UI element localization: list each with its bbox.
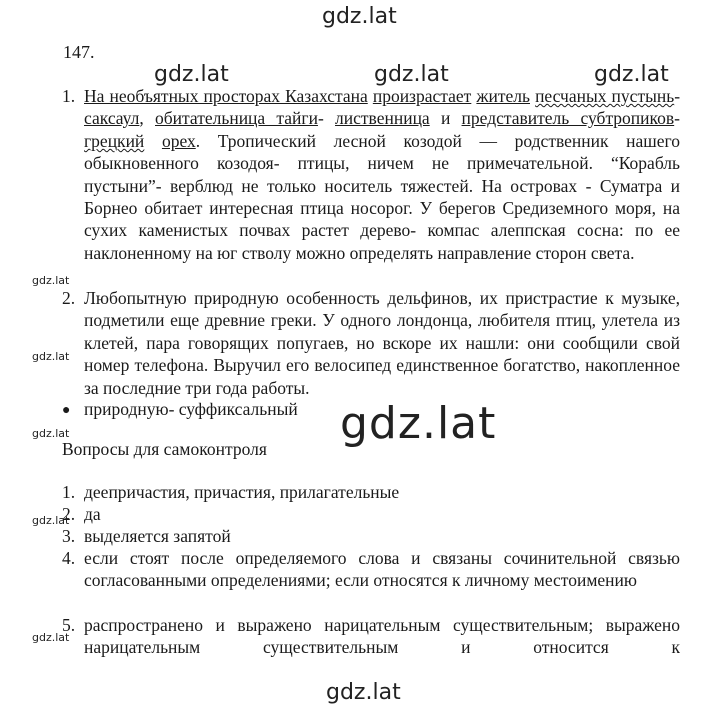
attribute-word: грецкий: [84, 130, 145, 151]
bullet-text: природную- суффиксальный: [84, 399, 298, 419]
watermark-side-1: gdz.lat: [32, 274, 70, 287]
watermark-row-right: gdz.lat: [594, 62, 669, 87]
modifier-phrase-1: песчаных пустынь: [535, 86, 675, 106]
answer-3: выделяется запятой: [84, 526, 231, 546]
paragraph-1-rest: . Тропический лесной козодой — родственник нашего обыкновенного козодоя- птицы, ничем не примечательной. “Корабль пустыни”- верблюд не только носитель тяжестей. На островах - Суматра и Борнео обитает интересная птица носорог. У берегов Средиземного моря, на сухих каменистых почвах растет дерево- компас алеппская сосна: по ее наклоненному на юг стволу можно определять направление сторон света.: [84, 130, 681, 263]
answer-number-4: 4.: [62, 548, 76, 568]
watermark-side-5: gdz.lat: [32, 631, 70, 644]
answer-1: деепричастия, причастия, прилагательные: [84, 482, 400, 502]
predicate-word: произрастает: [372, 86, 472, 106]
paragraph-1: На необъятных просторах Казахстана произрастает житель песчаных пустынь- саксаул, обитательница тайги- лиственница и представитель субтропиков- грецкий орех. Тропический лесной козодой — родственник нашего обыкновенного козодоя- птицы, ничем не примечательной. “Корабль пустыни”- верблюд не только носитель тяжестей. На островах - Суматра и Борнео обитает интересная птица носорог. У берегов Средиземного моря, на сухих каменистых почвах растет дерево- компас алеппская сосна: по ее наклоненному на юг стволу можно определять направление сторон света.: [84, 86, 681, 263]
task-number: 147.: [63, 42, 95, 62]
subject-phrase: На необъятных просторах Казахстана: [84, 86, 368, 106]
paragraph-2: Любопытную природную особенность дельфинов, их пристрастие к музыке, подметили еще древние греки. У одного лондонца, любителя птиц, улетела из клетей, пара говорящих попугаев, но вскоре их нашли: они сообщили свой номер телефона. Выручил его велосипед единственное богатство, накопленное за последние три года работы.: [84, 288, 680, 398]
appositive-2: лиственница: [335, 108, 430, 129]
watermark-row-center: gdz.lat: [374, 62, 449, 87]
answer-number-1: 1.: [62, 482, 76, 502]
watermark-side-4: gdz.lat: [32, 514, 70, 527]
answer-number-3: 3.: [62, 526, 76, 546]
answer-2: да: [84, 504, 101, 524]
answer-number-2: 2.: [62, 504, 76, 524]
section-heading: Вопросы для самоконтроля: [62, 439, 267, 459]
subject-word: житель: [476, 86, 530, 106]
answer-4: если стоят после определяемого слова и связаны сочинительной связью согласованными определениями; если относятся к личному местоимению: [84, 548, 680, 591]
item-number-1: 1.: [62, 86, 76, 106]
answer-5: распространено и выражено нарицательным существительным; выражено нарицательным существительным и относится к: [84, 615, 680, 658]
modifier-phrase-2: обитательница тайги: [155, 108, 318, 129]
watermark-top: gdz.lat: [322, 4, 397, 29]
appositive-1: саксаул: [84, 108, 140, 129]
watermark-side-2: gdz.lat: [32, 350, 70, 363]
watermark-side-3: gdz.lat: [32, 427, 70, 440]
modifier-phrase-3: представитель субтропиков: [461, 108, 675, 129]
appositive-3: орех: [161, 130, 196, 151]
answer-number-5: 5.: [62, 615, 76, 635]
watermark-row-left: gdz.lat: [154, 62, 229, 87]
watermark-large: gdz.lat: [340, 398, 497, 449]
bullet-icon: ●: [62, 403, 71, 418]
item-number-2: 2.: [62, 288, 76, 308]
watermark-bottom: gdz.lat: [326, 680, 401, 705]
